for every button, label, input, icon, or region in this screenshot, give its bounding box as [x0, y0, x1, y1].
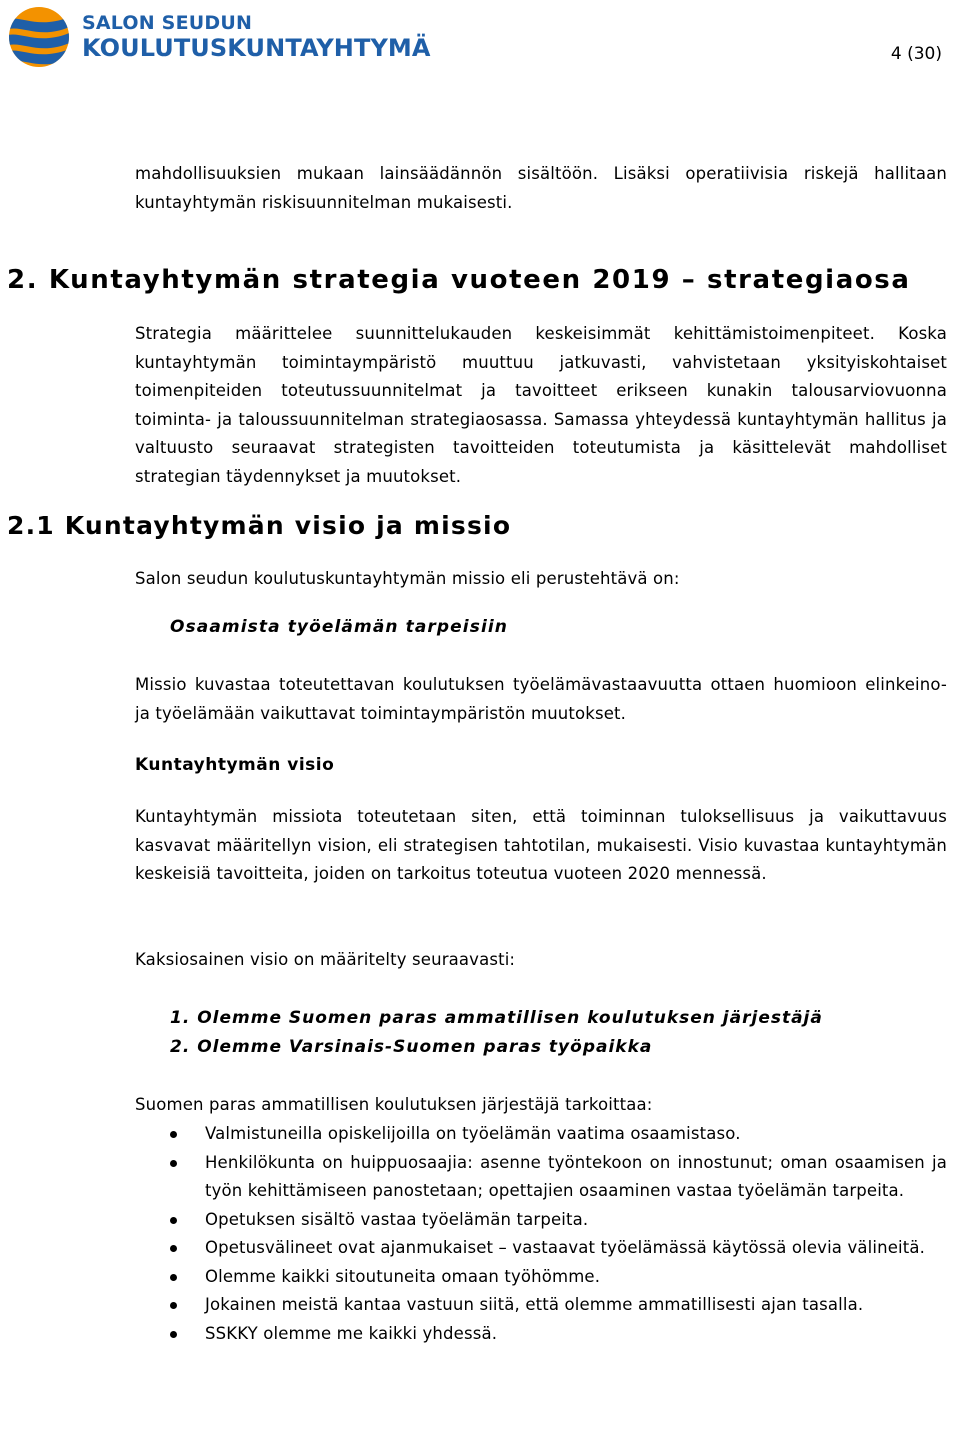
bullet-text: Olemme kaikki sitoutuneita omaan työhömme.	[205, 1266, 601, 1286]
bullet-icon	[170, 1160, 177, 1167]
logo-emblem-icon	[6, 4, 72, 70]
vision-list	[170, 1004, 823, 1062]
intro-paragraph: mahdollisuuksien mukaan lainsäädännön sisältöön. Lisäksi operatiivisia riskejä hallitaan kuntayhtymän riskisuunnitelman mukaisesti.	[135, 164, 947, 212]
vision-paragraph: Kuntayhtymän missiota toteutetaan siten, että toiminnan tuloksellisuus ja vaikuttavuus kasvavat määritellyn vision, eli strategisen tahtotilan, mukaisesti. Visio kuvastaa kuntayhtymän keskeisiä tavoitteita, joiden on tarkoitus toteutua vuoteen 2020 mennessä.	[135, 807, 947, 883]
bullet-item	[170, 1320, 947, 1349]
bullet-text: Opetuksen sisältö vastaa työelämän tarpeita.	[205, 1209, 589, 1229]
bullet-item	[170, 1234, 947, 1263]
mission-intro: Salon seudun koulutuskuntayhtymän missio eli perustehtävä on:	[135, 569, 680, 588]
vision-intro: Kaksiosainen visio on määritelty seuraavasti:	[135, 950, 516, 969]
mission-paragraph: Missio kuvastaa toteutettavan koulutuksen työelämävastaavuutta ottaen huomioon elinkeino- ja työelämään vaikuttavat toimintaympäristön muutokset.	[135, 675, 947, 723]
section-2-1-heading: 2.1 Kuntayhtymän visio ja missio	[7, 511, 512, 540]
bullet-text: Jokainen meistä kantaa vastuun siitä, että olemme ammatillisesti ajan tasalla.	[205, 1295, 864, 1314]
strategy-paragraph: Strategia määrittelee suunnittelukauden keskeisimmät kehittämistoimenpiteet. Koska kuntayhtymän toimintaympäristö muuttuu jatkuvasti, vahvistetaan yksityiskohtaiset toimenpiteiden toteutussuunnitelmat ja tavoitteet erikseen kunakin talousarviovuonna toiminta- ja taloussuunnitelman strategiaosassa. Samassa yhteydessä kuntayhtymän hallitus ja valtuusto seuraavat strategisten tavoitteiden toteutumista ja käsittelevät mahdolliset strategian täydennykset ja muutokset.	[135, 324, 947, 486]
section-2-heading: 2. Kuntayhtymän strategia vuoteen 2019 – strategiaosa	[7, 265, 911, 295]
bullet-text: SSKKY olemme me kaikki yhdessä.	[205, 1323, 498, 1343]
bullet-item	[170, 1149, 947, 1206]
bullet-item	[170, 1291, 947, 1320]
page-number: 4 (30)	[890, 44, 942, 64]
logo-text-line2: KOULUTUSKUNTAYHTYMÄ	[82, 34, 431, 62]
bullet-text: Valmistuneilla opiskelijoilla on työelämän vaatima osaamistaso.	[205, 1124, 741, 1143]
bullet-icon	[170, 1217, 177, 1224]
bullet-icon	[170, 1302, 177, 1309]
page-header	[0, 0, 960, 90]
bullet-icon	[170, 1131, 177, 1138]
organization-logo	[6, 4, 456, 70]
bullet-item	[170, 1206, 947, 1235]
meaning-intro: Suomen paras ammatillisen koulutuksen järjestäjä tarkoittaa:	[135, 1095, 653, 1114]
bullet-icon	[170, 1274, 177, 1281]
bullet-item	[170, 1263, 947, 1292]
bullet-list	[170, 1120, 947, 1348]
bullet-item	[170, 1120, 947, 1149]
bullet-icon	[170, 1245, 177, 1252]
bullet-icon	[170, 1331, 177, 1338]
logo-text-line1: SALON SEUDUN	[82, 12, 253, 34]
bullet-text: Opetusvälineet ovat ajanmukaiset – vastaavat työelämässä käytössä olevia välineitä.	[205, 1238, 926, 1257]
bullet-text: Henkilökunta on huippuosaajia: asenne työntekoon on innostunut; oman osaamisen ja työn kehittämiseen panostetaan; opettajien osaaminen vastaa työelämän tarpeita.	[205, 1152, 947, 1200]
mission-statement: Osaamista työelämän tarpeisiin	[170, 617, 508, 637]
vision-item: 2. Olemme Varsinais-Suomen paras työpaikka	[170, 1037, 653, 1057]
vision-item: 1. Olemme Suomen paras ammatillisen koulutuksen järjestäjä	[170, 1008, 823, 1028]
vision-heading: Kuntayhtymän visio	[135, 755, 335, 775]
